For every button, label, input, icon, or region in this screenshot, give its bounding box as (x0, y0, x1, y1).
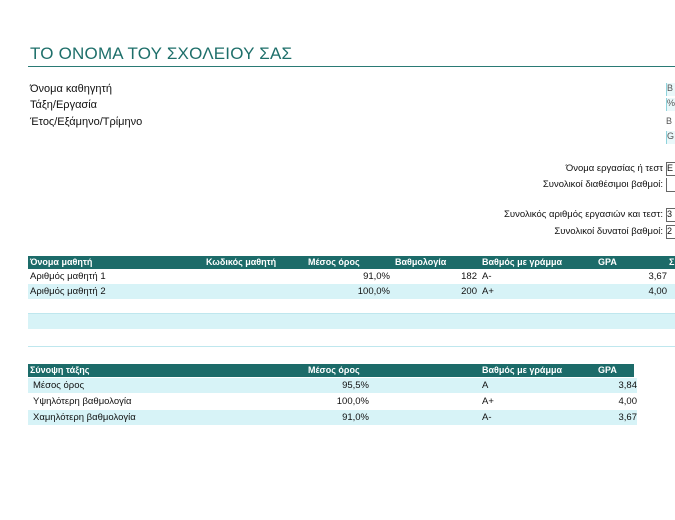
title-divider (28, 66, 675, 67)
header-student-name[interactable]: Όνομα μαθητή (30, 257, 93, 267)
summary-average[interactable]: 91,0% (342, 412, 369, 423)
term-label: Έτος/Εξάμηνο/Τρίμηνο (30, 116, 143, 128)
student-gpa[interactable]: 4,00 (648, 286, 667, 297)
available-points-cell[interactable] (666, 178, 675, 192)
teacher-name-label: Όνομα καθηγητή (30, 83, 112, 95)
student-average[interactable]: 100,0% (357, 286, 390, 297)
summary-gpa[interactable]: 3,67 (618, 412, 637, 423)
summary-average[interactable]: 100,0% (336, 396, 369, 407)
term-cell[interactable]: B (666, 116, 675, 129)
student-name[interactable]: Αριθμός μαθητή 1 (30, 271, 106, 282)
student-score[interactable]: 200 (461, 286, 477, 297)
summary-label[interactable]: Χαμηλότερη βαθμολογία (33, 412, 136, 423)
summary-gpa[interactable]: 4,00 (618, 396, 637, 407)
header-summary-letter[interactable]: Βαθμός με γράμμα (482, 365, 563, 375)
total-assignments-cell[interactable]: 3 (666, 208, 675, 222)
extra-info-cell[interactable]: G (666, 131, 675, 144)
available-points-label: Συνολικοί διαθέσιμοι βαθμοί: (542, 179, 663, 190)
header-cutoff[interactable]: Σ (669, 257, 675, 267)
header-score[interactable]: Βαθμολογία (395, 257, 447, 267)
possible-points-cell[interactable]: 2 (666, 225, 675, 239)
table-row[interactable] (28, 394, 637, 409)
summary-letter-grade[interactable]: A (482, 380, 489, 391)
header-average[interactable]: Μέσος όρος (308, 257, 360, 267)
assignment-name-label: Όνομα εργασίας ή τεστ (565, 163, 663, 174)
summary-label[interactable]: Μέσος όρος (33, 380, 85, 391)
class-assignment-cell[interactable]: % (666, 98, 675, 111)
header-summary-average[interactable]: Μέσος όρος (308, 365, 360, 375)
summary-average[interactable]: 95,5% (342, 380, 369, 391)
table-row[interactable] (28, 284, 675, 299)
header-summary-gpa[interactable]: GPA (598, 365, 617, 375)
assignment-name-cell[interactable]: E (666, 162, 675, 176)
empty-row[interactable] (28, 314, 675, 329)
summary-label[interactable]: Υψηλότερη βαθμολογία (33, 396, 132, 407)
table-row[interactable] (28, 269, 675, 284)
table-row[interactable] (28, 378, 637, 393)
header-class-summary[interactable]: Σύνοψη τάξης (30, 365, 90, 375)
students-table (28, 256, 675, 348)
student-name[interactable]: Αριθμός μαθητή 2 (30, 286, 106, 297)
student-letter-grade[interactable]: A+ (482, 286, 494, 297)
table-row[interactable] (28, 410, 637, 425)
empty-row[interactable] (28, 329, 675, 347)
student-gpa[interactable]: 3,67 (648, 271, 667, 282)
student-letter-grade[interactable]: A- (482, 271, 492, 282)
class-summary-table (28, 364, 675, 426)
class-assignment-label: Τάξη/Εργασία (30, 99, 98, 111)
teacher-name-cell[interactable]: B (666, 83, 675, 96)
summary-header-row (28, 364, 634, 377)
students-header-row (28, 256, 675, 269)
header-letter-grade[interactable]: Βαθμός με γράμμα (482, 257, 563, 267)
school-title[interactable]: ΤΟ ΟΝΟΜΑ ΤΟΥ ΣΧΟΛΕΙΟΥ ΣΑΣ (30, 44, 293, 63)
summary-gpa[interactable]: 3,84 (618, 380, 637, 391)
possible-points-label: Συνολικοί δυνατοί βαθμοί: (554, 226, 663, 237)
header-student-id[interactable]: Κωδικός μαθητή (206, 257, 277, 267)
summary-letter-grade[interactable]: A+ (482, 396, 494, 407)
summary-letter-grade[interactable]: A- (482, 412, 492, 423)
student-score[interactable]: 182 (461, 271, 477, 282)
student-average[interactable]: 91,0% (363, 271, 390, 282)
empty-row[interactable] (28, 299, 675, 314)
total-assignments-label: Συνολικός αριθμός εργασιών και τεστ: (504, 209, 663, 220)
header-gpa[interactable]: GPA (598, 257, 617, 267)
